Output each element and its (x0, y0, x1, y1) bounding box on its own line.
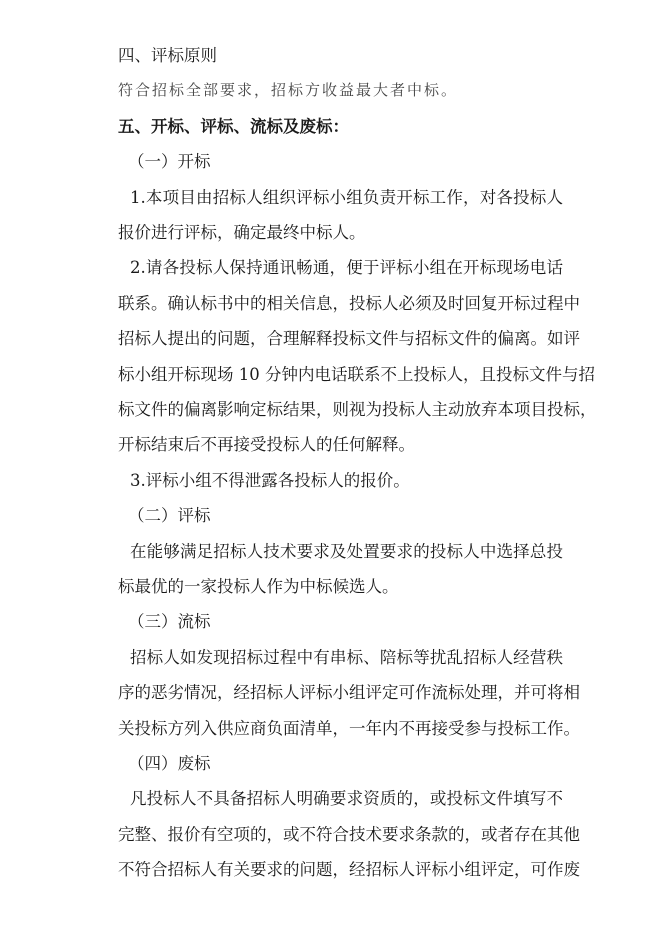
text-line: 序的恶劣情况，经招标人评标小组评定可作流标处理，并可将相 (118, 683, 580, 703)
text-line: 标最优的一家投标人作为中标候选人。 (118, 577, 399, 596)
text-line: 联系。确认标书中的相关信息，投标人必须及时回复开标过程中 (118, 293, 580, 313)
section-heading: 四、评标原则 (118, 46, 217, 65)
text-line: 凡投标人不具备招标人明确要求资质的，或投标文件填写不 (130, 789, 563, 809)
text-line: 标小组开标现场 10 分钟内电话联系不上投标人，且投标文件与招 (118, 364, 595, 384)
text-line: 符合招标全部要求，招标方收益最大者中标。 (118, 81, 459, 100)
text-line: 关投标方列入供应商负面清单，一年内不再接受参与投标工作。 (118, 718, 580, 738)
text-line: 完整、报价有空项的，或不符合技术要求条款的，或者存在其他 (118, 824, 580, 844)
subsection-heading: （二）评标 (128, 506, 211, 526)
text-line: 报价进行评标，确定最终中标人。 (118, 223, 366, 242)
text-line: 招标人如发现招标过程中有串标、陪标等扰乱招标人经营秩 (130, 647, 563, 667)
text-line: 开标结束后不再接受投标人的任何解释。 (118, 435, 415, 455)
subsection-heading: （四）废标 (128, 754, 211, 773)
subsection-heading: （三）流标 (128, 612, 211, 632)
text-line: 1.本项目由招标人组织评标小组负责开标工作，对各投标人 (130, 187, 563, 207)
subsection-heading: （一）开标 (128, 152, 211, 172)
section-heading: 五、开标、评标、流标及废标： (118, 116, 349, 136)
text-line: 不符合招标人有关要求的问题，经招标人评标小组评定，可作废 (118, 860, 580, 880)
text-line: 2.请各投标人保持通讯畅通，便于评标小组在开标现场电话 (130, 258, 563, 278)
text-line: 在能够满足招标人技术要求及处置要求的投标人中选择总投 (130, 541, 563, 561)
text-line: 招标人提出的问题，合理解释投标文件与招标文件的偏离。如评 (118, 329, 580, 349)
text-line: 3.评标小组不得泄露各投标人的报价。 (130, 470, 410, 490)
text-line: 标文件的偏离影响定标结果，则视为投标人主动放弃本项目投标， (118, 400, 597, 419)
